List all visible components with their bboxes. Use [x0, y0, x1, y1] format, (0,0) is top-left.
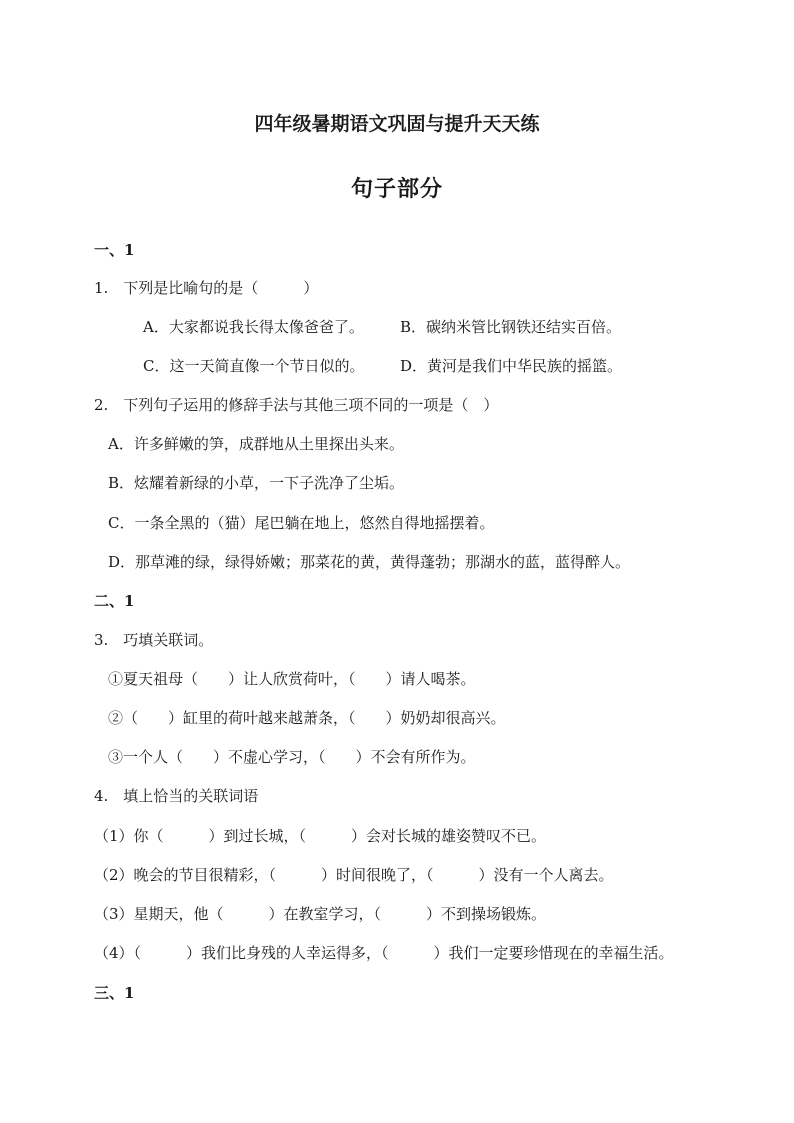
part-three-label: 三、1	[94, 984, 135, 1002]
question-2-option-d: D．那草滩的绿，绿得娇嫩；那菜花的黄，黄得蓬勃；那湖水的蓝，蓝得醉人。	[108, 553, 631, 571]
question-1-option-c: C．这一天简直像一个节日似的。	[143, 357, 365, 375]
question-1-stem: 1. 下列是比喻句的是（ ）	[94, 279, 319, 297]
question-4-item-4: （4）（ ）我们比身残的人幸运得多，（ ）我们一定要珍惜现在的幸福生活。	[94, 944, 674, 962]
question-2-option-b: B．炫耀着新绿的小草，一下子洗净了尘垢。	[108, 474, 405, 492]
question-4-item-2: （2）晚会的节目很精彩，（ ）时间很晚了，（ ）没有一个人离去。	[94, 866, 614, 884]
part-two-label: 二、1	[94, 592, 135, 610]
question-1-option-d: D．黄河是我们中华民族的摇篮。	[400, 357, 623, 375]
question-2-stem: 2. 下列句子运用的修辞手法与其他三项不同的一项是（ ）	[94, 396, 499, 414]
question-3-item-3: ③一个人（ ）不虚心学习，（ ）不会有所作为。	[108, 748, 476, 766]
question-3-item-1: ①夏天祖母（ ）让人欣赏荷叶，（ ）请人喝茶。	[108, 670, 476, 688]
question-2-option-c: C．一条全黑的（猫）尾巴躺在地上，悠然自得地摇摆着。	[108, 514, 495, 532]
question-3-item-2: ②（ ）缸里的荷叶越来越萧条，（ ）奶奶却很高兴。	[108, 709, 506, 727]
question-4-item-1: （1）你（ ）到过长城，（ ）会对长城的雄姿赞叹不已。	[94, 827, 547, 845]
question-2-option-a: A．许多鲜嫩的笋，成群地从土里探出头来。	[108, 435, 404, 453]
question-1-option-b: B．碳纳米管比钢铁还结实百倍。	[400, 318, 622, 336]
part-one-label: 一、1	[94, 241, 135, 259]
question-4-stem: 4. 填上恰当的关联词语	[94, 787, 259, 805]
question-1-option-a: A．大家都说我长得太像爸爸了。	[143, 318, 364, 336]
question-4-item-3: （3）星期天，他（ ）在教室学习，（ ）不到操场锻炼。	[94, 905, 547, 923]
section-heading: 句子部分	[350, 176, 443, 202]
worksheet-title: 四年级暑期语文巩固与提升天天练	[254, 113, 540, 135]
question-3-stem: 3. 巧填关联词。	[94, 631, 214, 649]
